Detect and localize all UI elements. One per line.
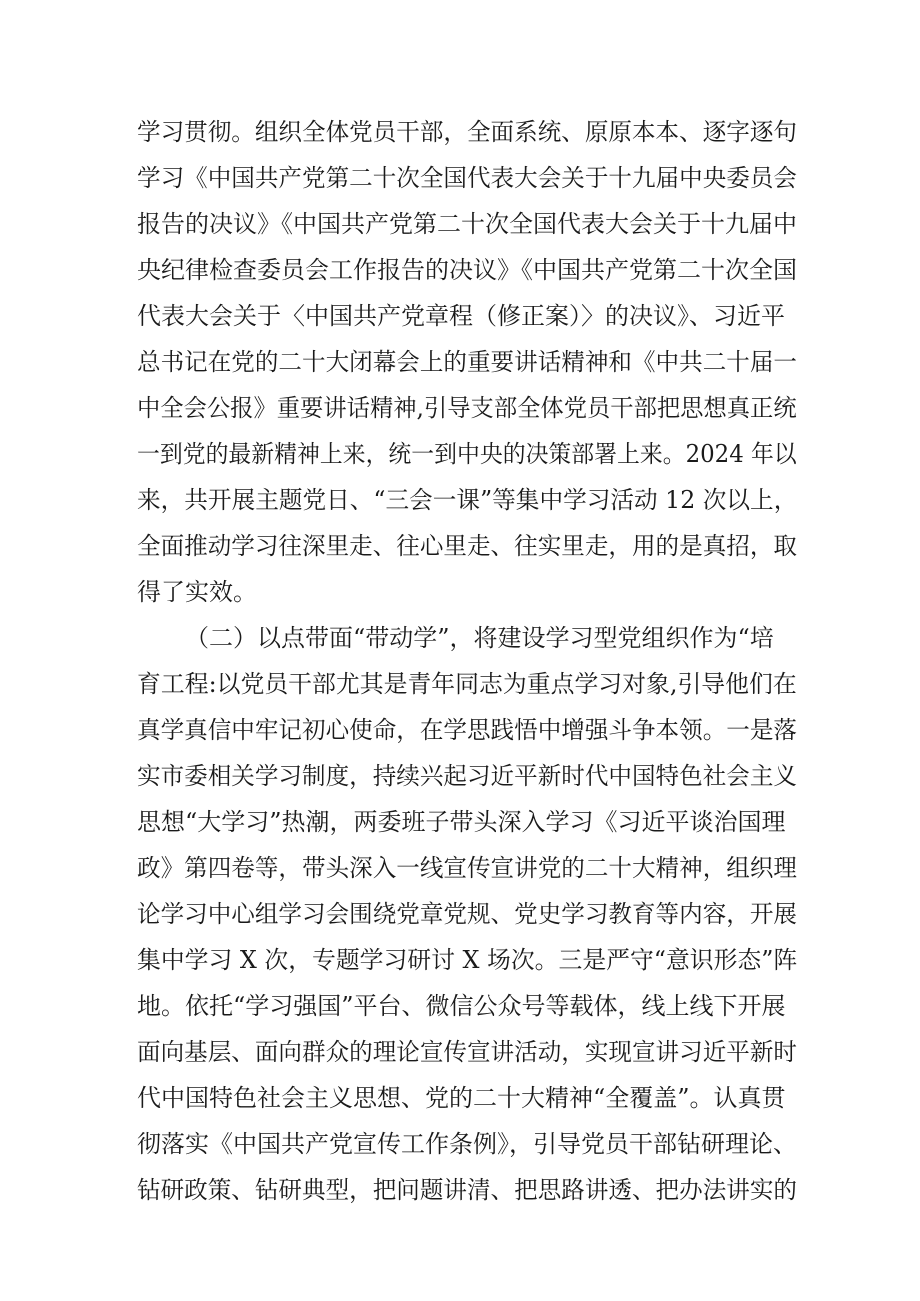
text-line: 代中国特色社会主义思想、党的二十大精神“全覆盖”。认真贯 xyxy=(137,1084,786,1112)
text-line: 央纪律检查委员会工作报告的决议》《中国共产党第二十次全国 xyxy=(137,256,797,284)
text-line: 思想“大学习”热潮，两委班子带头深入学习《习近平谈治国理 xyxy=(137,808,786,836)
text-line: 集中学习 X 次，专题学习研讨 X 场次。三是严守“意识形态”阵 xyxy=(137,946,798,974)
text-line: 彻落实《中国共产党宣传工作条例》，引导党员干部钻研理论、 xyxy=(137,1130,797,1158)
text-line: 面向基层、面向群众的理论宣传宣讲活动，实现宣讲习近平新时 xyxy=(137,1038,797,1066)
text-line: 学习贯彻。组织全体党员干部，全面系统、原原本本、逐字逐句 xyxy=(137,118,797,146)
text-line: 钻研政策、钻研典型，把问题讲清、把思路讲透、把办法讲实的 xyxy=(137,1176,797,1204)
text-line: 来，共开展主题党日、“三会一课”等集中学习活动 12 次以上， xyxy=(137,486,798,514)
text-line: 育工程:以党员干部尤其是青年同志为重点学习对象,引导他们在 xyxy=(137,670,797,698)
text-line: 得了实效。 xyxy=(137,578,257,606)
text-line: 中全会公报》重要讲话精神,引导支部全体党员干部把思想真正统 xyxy=(137,394,797,422)
text-line: 报告的决议》《中国共产党第二十次全国代表大会关于十九届中 xyxy=(137,210,797,238)
text-line: 代表大会关于〈中国共产党章程（修正案）〉的决议》、习近平 xyxy=(137,302,785,330)
text-line: 论学习中心组学习会围绕党章党规、党史学习教育等内容，开展 xyxy=(137,900,797,928)
text-line: 政》第四卷等，带头深入一线宣传宣讲党的二十大精神，组织理 xyxy=(137,854,797,882)
text-line: （二）以点带面“带动学”，将建设学习型党组织作为“培 xyxy=(185,624,774,652)
text-line: 总书记在党的二十大闭幕会上的重要讲话精神和《中共二十届一 xyxy=(137,348,797,376)
text-line: 学习《中国共产党第二十次全国代表大会关于十九届中央委员会 xyxy=(137,164,797,192)
text-line: 全面推动学习往深里走、往心里走、往实里走，用的是真招，取 xyxy=(137,532,797,560)
text-line: 真学真信中牢记初心使命，在学思践悟中增强斗争本领。一是落 xyxy=(137,716,797,744)
text-line: 地。依托“学习强国”平台、微信公众号等载体，线上线下开展 xyxy=(137,992,786,1020)
text-line: 一到党的最新精神上来，统一到中央的决策部署上来。2024 年以 xyxy=(137,440,797,468)
text-line: 实市委相关学习制度，持续兴起习近平新时代中国特色社会主义 xyxy=(137,762,797,790)
